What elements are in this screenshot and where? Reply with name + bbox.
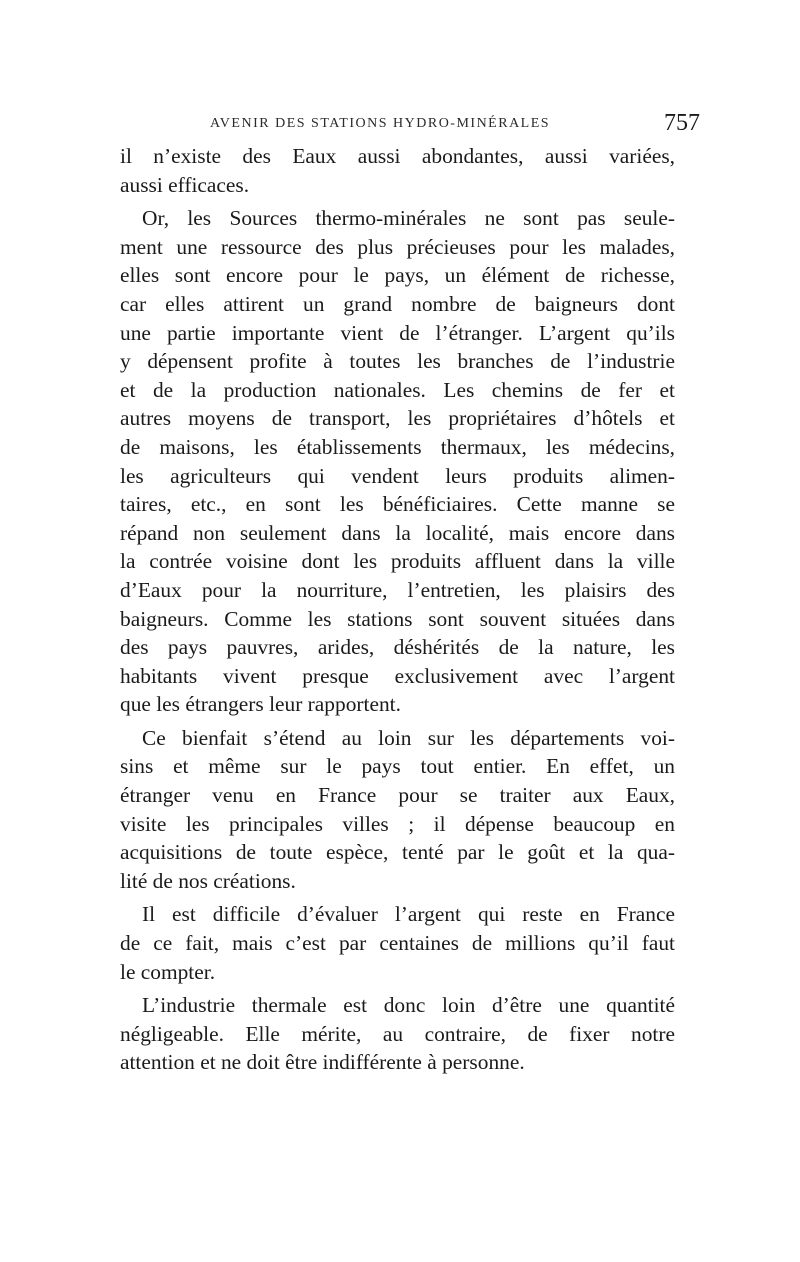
text-line: ment une ressource des plus précieuses pour les malades, — [120, 234, 675, 259]
text-line: car elles attirent un grand nombre de baigneurs dont — [120, 291, 675, 316]
text-line: lité de nos créations. — [120, 868, 296, 893]
text-line: que les étrangers leur rapportent. — [120, 692, 401, 717]
text-line: le compter. — [120, 959, 216, 984]
text-line: aussi efficaces. — [120, 172, 250, 197]
text-line: y dépensent profite à toutes les branches de l’industrie — [120, 349, 675, 374]
text-line: sins et même sur le pays tout entier. En effet, un — [120, 754, 675, 779]
text-line: il n’existe des Eaux aussi abondantes, aussi variées, — [120, 144, 675, 168]
paragraph-1 — [120, 142, 675, 199]
running-head — [120, 112, 700, 142]
text-line: répand non seulement dans la localité, mais encore dans — [120, 520, 675, 545]
paragraph-5 — [120, 991, 675, 1077]
text-line: autres moyens de transport, les propriétaires d’hôtels et — [120, 406, 675, 431]
text-line: taires, etc., en sont les bénéficiaires. Cette manne se — [120, 492, 675, 517]
text-line: la contrée voisine dont les produits affluent dans la ville — [120, 549, 675, 574]
paragraph-4 — [120, 900, 675, 986]
text-line: elles sont encore pour le pays, un élément de richesse, — [120, 263, 675, 288]
text-line: L’industrie thermale est donc loin d’être une quantité — [142, 993, 675, 1018]
text-line: des pays pauvres, arides, déshérités de la nature, les — [120, 635, 675, 660]
running-title: AVENIR DES STATIONS HYDRO-MINÉRALES — [210, 116, 551, 131]
paragraph-2 — [120, 204, 675, 719]
body-text — [120, 142, 675, 1077]
paragraph-3 — [120, 724, 675, 896]
text-line: baigneurs. Comme les stations sont souvent situées dans — [120, 606, 675, 631]
text-line: étranger venu en France pour se traiter aux Eaux, — [120, 783, 675, 808]
text-line: une partie importante vient de l’étranger. L’argent qu’ils — [120, 320, 675, 345]
text-line: négligeable. Elle mérite, au contraire, de fixer notre — [120, 1021, 675, 1046]
text-line: visite les principales villes ; il dépense beaucoup en — [120, 811, 675, 836]
text-line: habitants vivent presque exclusivement avec l’argent — [120, 663, 675, 688]
text-line: de ce fait, mais c’est par centaines de millions qu’il faut — [120, 931, 675, 956]
text-line: et de la production nationales. Les chemins de fer et — [120, 377, 675, 402]
text-line: acquisitions de toute espèce, tenté par le goût et la qua- — [120, 840, 675, 865]
text-line: Ce bienfait s’étend au loin sur les départements voi- — [142, 725, 675, 750]
text-line: Il est difficile d’évaluer l’argent qui reste en France — [142, 902, 675, 927]
text-line: attention et ne doit être indifférente à personne. — [120, 1050, 525, 1075]
text-line: de maisons, les établissements thermaux, les médecins, — [120, 434, 675, 459]
text-line: d’Eaux pour la nourriture, l’entretien, les plaisirs des — [120, 577, 675, 602]
text-line: Or, les Sources thermo-minérales ne sont pas seule- — [142, 206, 675, 231]
page-number: 757 — [664, 110, 700, 136]
text-line: les agriculteurs qui vendent leurs produits alimen- — [120, 463, 675, 488]
